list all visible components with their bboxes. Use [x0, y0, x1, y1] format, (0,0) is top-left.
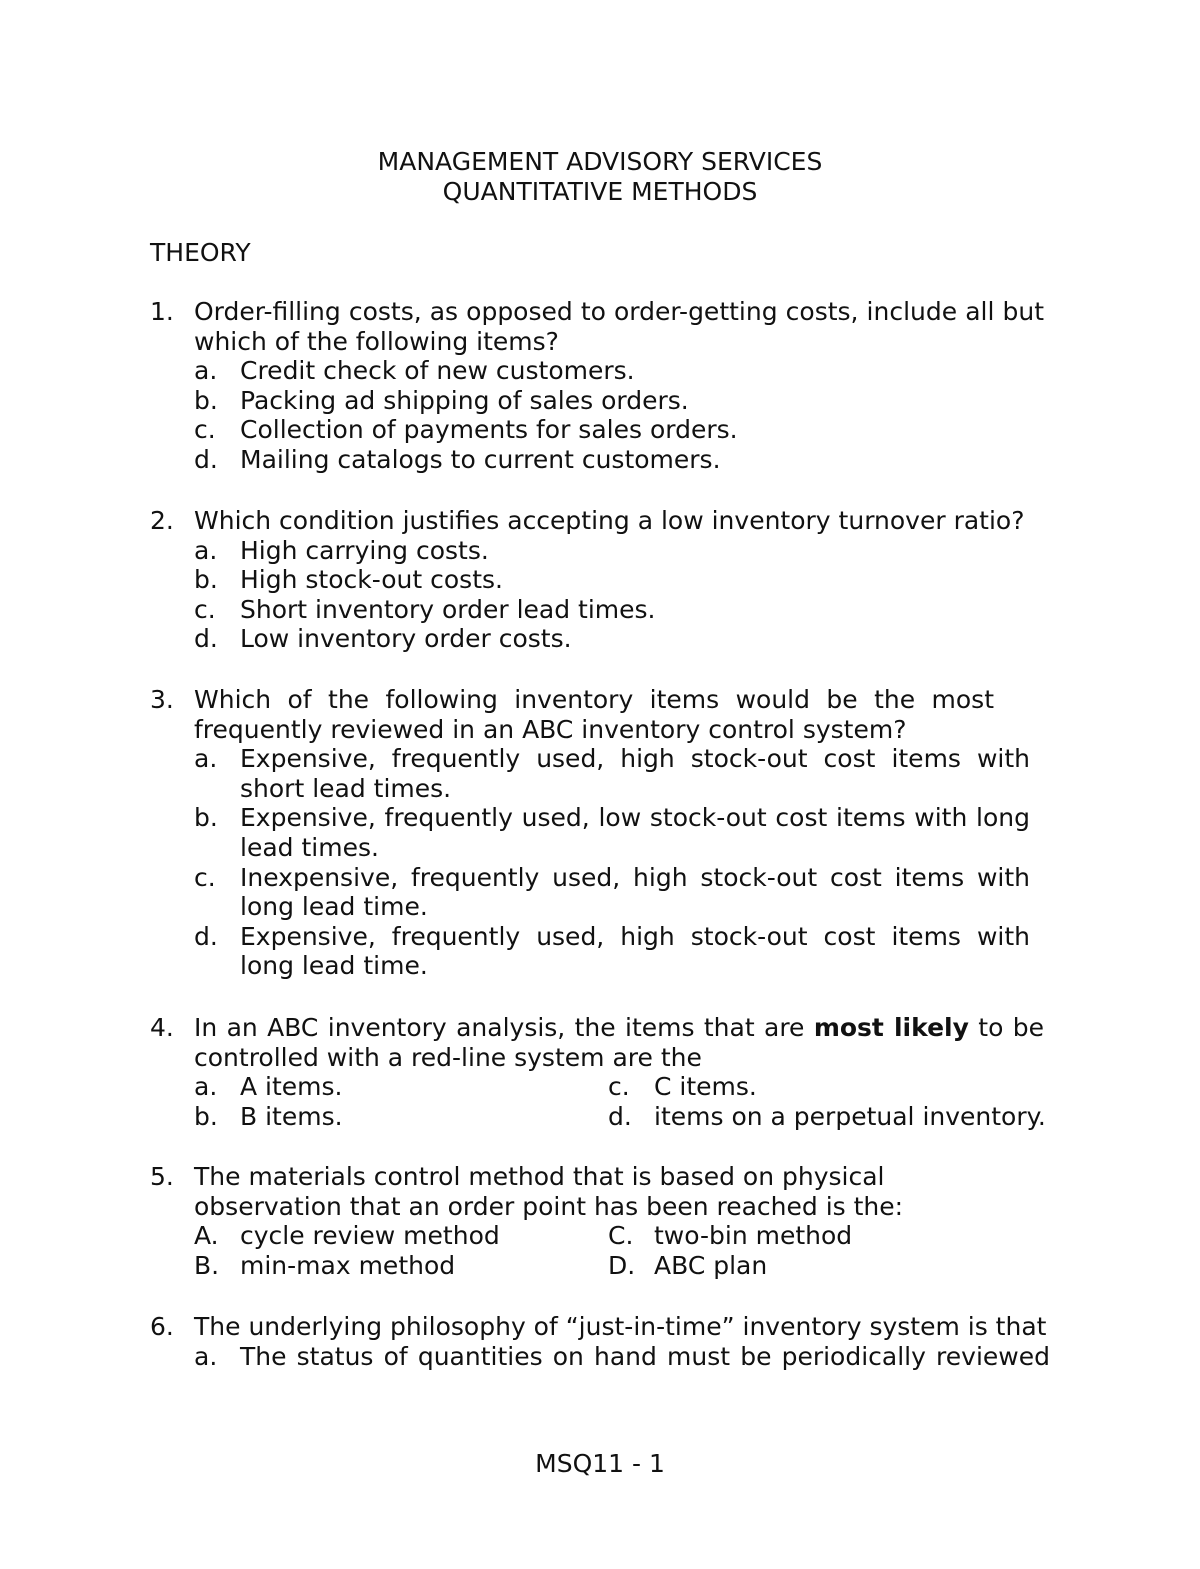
option-label: d.	[608, 1101, 632, 1131]
option-label: c.	[608, 1072, 630, 1102]
question-6	[150, 1312, 1050, 1371]
option	[194, 565, 1050, 595]
option	[194, 624, 1050, 654]
question-number: 1.	[150, 297, 174, 326]
option	[194, 356, 1050, 386]
option-label: a.	[194, 1072, 218, 1102]
option	[608, 1072, 1050, 1102]
option-text: C items.	[654, 1072, 757, 1102]
option-text: Collection of payments for sales orders.	[240, 415, 738, 445]
option-text: ABC plan	[654, 1250, 768, 1280]
options-grid	[194, 1221, 1050, 1280]
option	[194, 445, 1050, 475]
question-stem: The underlying philosophy of “just-in-time” inventory system is that	[194, 1312, 1047, 1341]
option-label: a.	[194, 535, 218, 565]
option-label: a.	[194, 744, 218, 774]
option-label: d.	[194, 921, 218, 951]
option	[608, 1251, 1050, 1281]
option-text: items on a perpetual inventory.	[654, 1101, 1046, 1131]
option	[194, 536, 1050, 566]
option	[194, 415, 1050, 445]
question-4	[150, 1013, 1050, 1131]
question-number: 5.	[150, 1162, 174, 1191]
question-2	[150, 506, 1050, 654]
option-text: min-max method	[240, 1250, 456, 1280]
option	[608, 1102, 1050, 1132]
option	[194, 1102, 608, 1132]
option-label: c.	[194, 594, 216, 624]
options-grid	[194, 1072, 1050, 1131]
option	[194, 595, 1050, 625]
option-text: Credit check of new customers.	[240, 356, 635, 386]
stem-text: to be controlled with a red-line system are the	[194, 1013, 1044, 1072]
option-label: b.	[194, 565, 218, 595]
option-text: Mailing catalogs to current customers.	[240, 444, 721, 474]
option	[194, 386, 1050, 416]
section-heading: THEORY	[150, 238, 251, 267]
option-label: C.	[608, 1221, 634, 1251]
option-label: B.	[194, 1250, 220, 1280]
option-label: d.	[194, 444, 218, 474]
option-text: B items.	[240, 1101, 343, 1131]
option	[194, 744, 1050, 803]
option-text: A items.	[240, 1072, 343, 1102]
option-label: D.	[608, 1250, 636, 1280]
option-label: d.	[194, 624, 218, 654]
option-text: The status of quantities on hand must be periodically reviewed	[240, 1341, 1050, 1371]
option-text: two-bin method	[654, 1221, 853, 1251]
page-footer: MSQ11 - 1	[535, 1449, 665, 1478]
option-text: Expensive, frequently used, high stock-out cost items with short lead times.	[240, 744, 1030, 803]
option-text: Low inventory order costs.	[240, 624, 572, 654]
option-label: A.	[194, 1221, 219, 1251]
question-stem: Which of the following inventory items would be the most frequently reviewed in an ABC inventory control system?	[194, 685, 994, 744]
option-text: Inexpensive, frequently used, high stock-out cost items with long lead time.	[240, 862, 1030, 922]
option-label: c.	[194, 415, 216, 445]
question-3	[150, 685, 1050, 981]
question-number: 3.	[150, 685, 174, 714]
option-label: b.	[194, 385, 218, 415]
option	[194, 1221, 608, 1251]
question-1	[150, 297, 1050, 475]
question-5	[150, 1162, 1050, 1280]
option	[194, 803, 1050, 862]
option-label: a.	[194, 1341, 218, 1371]
option-label: b.	[194, 803, 218, 833]
option	[194, 1251, 608, 1281]
option	[608, 1221, 1050, 1251]
question-stem	[194, 1013, 1044, 1072]
option-label: b.	[194, 1101, 218, 1131]
option	[194, 863, 1050, 922]
document-title: MANAGEMENT ADVISORY SERVICES	[377, 147, 823, 176]
option	[194, 1072, 608, 1102]
option-text: High carrying costs.	[240, 535, 489, 565]
question-stem: Order-filling costs, as opposed to order-getting costs, include all but which of the following items?	[194, 297, 1044, 356]
option-text: High stock-out costs.	[240, 565, 503, 595]
option	[194, 922, 1050, 981]
question-number: 2.	[150, 506, 174, 535]
option	[194, 1342, 1050, 1372]
emphasis-text: most likely	[813, 1013, 969, 1042]
stem-text: In an ABC inventory analysis, the items that are	[194, 1013, 814, 1042]
option-label: a.	[194, 356, 218, 386]
option-text: Expensive, frequently used, low stock-out cost items with long lead times.	[240, 803, 1030, 862]
option-text: Expensive, frequently used, high stock-out cost items with long lead time.	[240, 921, 1030, 981]
question-stem: Which condition justifies accepting a low inventory turnover ratio?	[194, 506, 1025, 535]
question-number: 4.	[150, 1013, 174, 1042]
question-stem: The materials control method that is based on physical observation that an order point has been reached is the:	[194, 1162, 904, 1221]
option-text: cycle review method	[240, 1221, 500, 1251]
document-subtitle: QUANTITATIVE METHODS	[442, 177, 758, 206]
question-number: 6.	[150, 1312, 174, 1341]
option-text: Packing ad shipping of sales orders.	[240, 385, 689, 415]
option-text: Short inventory order lead times.	[240, 594, 656, 624]
option-label: c.	[194, 862, 216, 892]
